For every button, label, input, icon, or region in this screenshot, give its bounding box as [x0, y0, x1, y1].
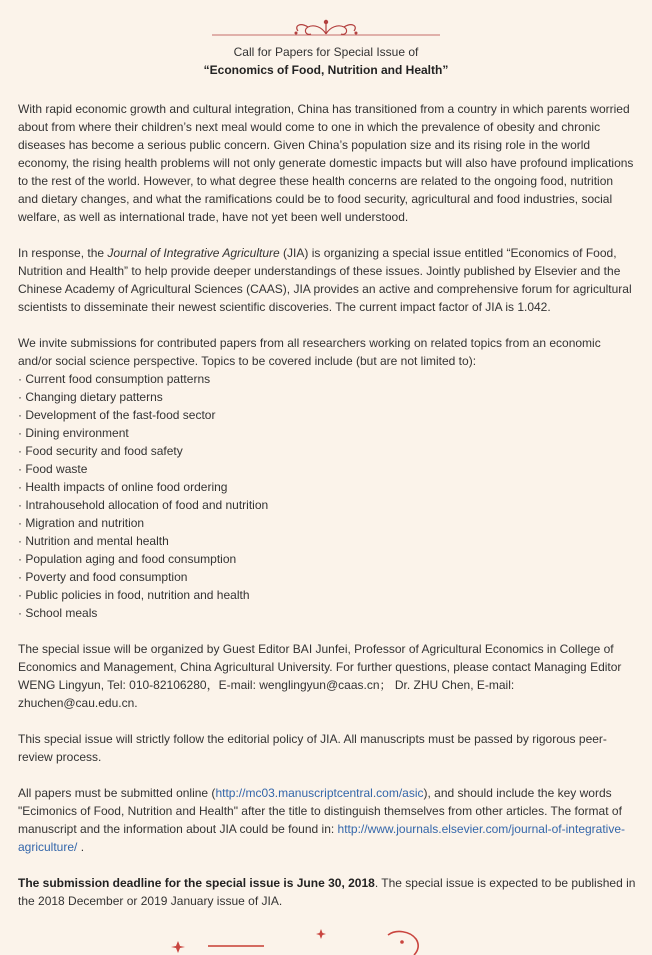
deadline-bold: The submission deadline for the special issue is June 30, 2018: [18, 876, 375, 890]
submission-paragraph: [18, 784, 636, 856]
topic-item: · Public policies in food, nutrition and health: [18, 586, 636, 604]
policy-paragraph: This special issue will strictly follow the editorial policy of JIA. All manuscripts must be passed by rigorous peer-review process.: [18, 732, 607, 764]
topic-item: · Dining environment: [18, 424, 636, 442]
organizer-text-1: The special issue will be organized by Guest Editor BAI Junfei, Professor of Agricultural Economics in College of Economics and Management, China Agricultural University. For further questions, please contact Managing Editor WENG Lingyun, Tel: 010-82106280，E-mail:: [18, 642, 622, 692]
response-text-2: (JIA) is organizing a special issue entitled “Economics of Food, Nutrition and Health” to help provide deeper understandings of these issues. Jointly published by Elsevier and the Chinese Academy of Agricultural Sciences (CAAS), JIA provides an active and comprehensive forum for agricultural scientists to disseminate their newest scientific discoveries. The current impact factor of JIA is 1.042.: [18, 246, 632, 314]
topic-item: · Intrahousehold allocation of food and nutrition: [18, 496, 636, 514]
topic-item: · Health impacts of online food ordering: [18, 478, 636, 496]
topics-list: [18, 370, 636, 622]
topic-item: · Development of the fast-food sector: [18, 406, 636, 424]
organizer-paragraph: [18, 640, 636, 712]
response-text-1: In response, the: [18, 246, 108, 260]
email-link-zhu[interactable]: zhuchen@cau.edu.cn: [18, 696, 135, 710]
email-link-weng[interactable]: wenglingyun@caas.cn: [259, 678, 380, 692]
submit-text-1: All papers must be submitted online (: [18, 786, 216, 800]
topic-item: · Current food consumption patterns: [18, 370, 636, 388]
topic-item: · Migration and nutrition: [18, 514, 636, 532]
submit-text-2: ), and should include the key words "Ecimonics of Food, Nutrition and Health" after the title to distinguish themselves from other articles. The format of manuscript and the information about JIA could be found in:: [18, 786, 622, 836]
submit-text-3: .: [77, 840, 85, 854]
footer-ornament: [0, 925, 652, 955]
article-body: [18, 100, 636, 928]
topic-item: · Population aging and food consumption: [18, 550, 636, 568]
response-paragraph: [18, 244, 636, 316]
topic-item: · School meals: [18, 604, 636, 622]
journal-name: Journal of Integrative Agriculture: [107, 246, 280, 260]
header-subtitle: “Economics of Food, Nutrition and Health”: [203, 63, 449, 77]
topic-item: · Food waste: [18, 460, 636, 478]
deadline-paragraph: [18, 874, 636, 910]
header: [0, 43, 652, 79]
topic-item: · Nutrition and mental health: [18, 532, 636, 550]
organizer-text-2: ； Dr. ZHU Chen, E-mail:: [379, 678, 515, 692]
topic-item: · Changing dietary patterns: [18, 388, 636, 406]
organizer-text-3: .: [134, 696, 138, 710]
topic-item: · Food security and food safety: [18, 442, 636, 460]
journal-info-link[interactable]: http://www.journals.elsevier.com/journal-of-integrative-agriculture/: [18, 822, 626, 854]
invite-paragraph: We invite submissions for contributed papers from all researchers working on related topics from an economic and/or social science perspective. Topics to be covered include (but are not limited to):: [18, 336, 601, 368]
submission-link[interactable]: http://mc03.manuscriptcentral.com/asic: [215, 786, 424, 800]
topic-item: · Poverty and food consumption: [18, 568, 636, 586]
header-title: Call for Papers for Special Issue of: [233, 45, 419, 59]
intro-paragraph: With rapid economic growth and cultural integration, China has transitioned from a country in which parents worried about from where their children’s next meal would come to one in which the prevalence of obesity and chronic diseases has become a serious public concern. Given China’s population size and its rising role in the world economy, the rising health problems will not only generate domestic impacts but will also have profound implications to the rest of the world. However, to what degree these health concerns are related to the ongoing food, nutrition and dietary changes, and what the ramifications could be to food security, agricultural and food industries, social welfare, as well as international trade, have not yet been well understood.: [18, 102, 634, 224]
deadline-text: . The special issue is expected to be published in the 2018 December or 2019 January issue of JIA.: [18, 876, 636, 908]
header-ornament: [0, 12, 652, 42]
